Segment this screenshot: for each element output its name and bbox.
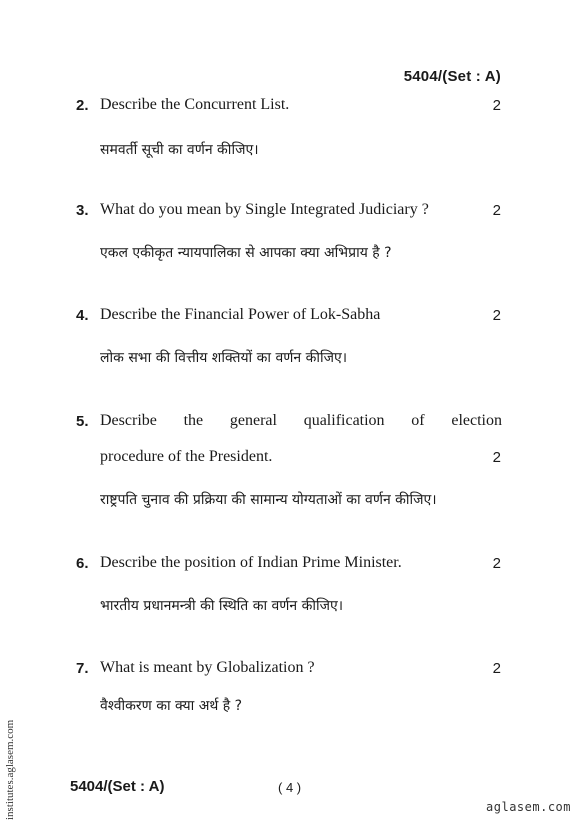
question-marks: 2 <box>492 307 501 324</box>
question-text-hindi: लोक सभा की वित्तीय शक्तियों का वर्णन कीजिए। <box>100 350 348 366</box>
side-watermark: institutes.aglasem.com <box>4 719 16 820</box>
question-number: 5. <box>76 413 89 430</box>
question-text-english: Describe the position of Indian Prime Minister. <box>100 554 402 571</box>
question-text-english: What is meant by Globalization ? <box>100 659 315 676</box>
question-text-hindi: राष्ट्रपति चुनाव की प्रक्रिया की सामान्य योग्यताओं का वर्णन कीजिए। <box>100 492 437 508</box>
question-marks: 2 <box>492 202 501 219</box>
question-text-english: Describe the Concurrent List. <box>100 96 290 113</box>
question-text-hindi: एकल एकीकृत न्यायपालिका से आपका क्या अभिप्राय है ? <box>100 245 392 261</box>
question-text-hindi: वैश्वीकरण का क्या अर्थ है ? <box>100 698 243 714</box>
question-number: 6. <box>76 555 89 572</box>
question-marks: 2 <box>492 449 501 466</box>
question-text-english-line-2: procedure of the President. <box>100 448 273 465</box>
question-marks: 2 <box>492 555 501 572</box>
question-number: 2. <box>76 97 89 114</box>
question-text-hindi: भारतीय प्रधानमन्त्री की स्थिति का वर्णन कीजिए। <box>100 598 344 614</box>
brand-watermark: aglasem.com <box>486 800 571 814</box>
question-text-english: What do you mean by Single Integrated Judiciary ? <box>100 201 429 218</box>
question-number: 7. <box>76 660 89 677</box>
header-paper-code: 5404/(Set : A) <box>403 68 501 85</box>
question-text-english: Describe the Financial Power of Lok-Sabha <box>100 306 381 323</box>
question-marks: 2 <box>492 97 501 114</box>
question-text-hindi: समवर्ती सूची का वर्णन कीजिए। <box>100 142 259 158</box>
question-marks: 2 <box>492 660 501 677</box>
footer-page-number: ( 4 ) <box>278 780 302 795</box>
footer-paper-code: 5404/(Set : A) <box>70 778 165 795</box>
question-text-english-line-1: Describe the general qualification of election <box>100 412 502 429</box>
question-number: 4. <box>76 307 89 324</box>
question-number: 3. <box>76 202 89 219</box>
